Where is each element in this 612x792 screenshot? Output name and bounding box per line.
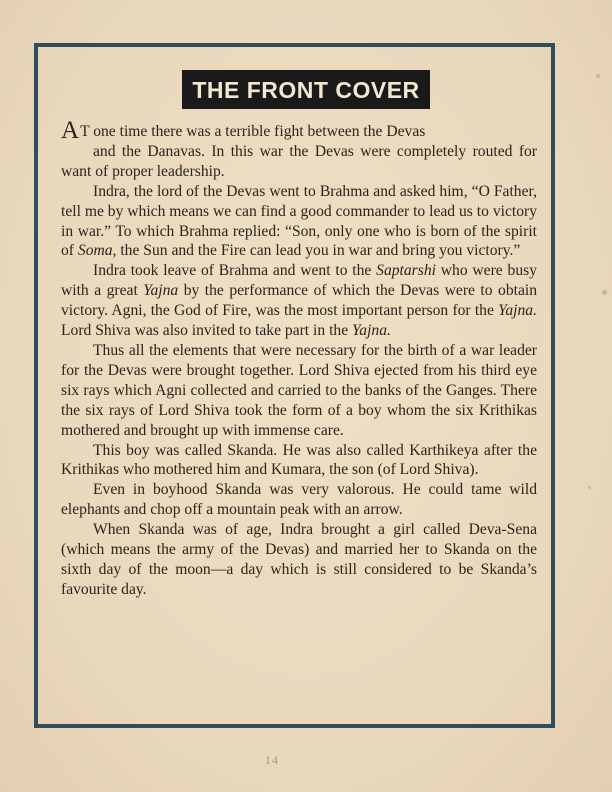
paragraph-3-text-a: Indra took leave of Brahma and went to the bbox=[93, 262, 377, 280]
page-number: 14 bbox=[265, 753, 279, 767]
article-body bbox=[61, 117, 537, 600]
paragraph-2 bbox=[61, 182, 537, 262]
term-soma: Soma bbox=[77, 242, 113, 260]
term-yajna-2: Yajna. bbox=[498, 302, 537, 320]
title-container bbox=[0, 70, 612, 109]
term-saptarshi: Saptarshi bbox=[376, 262, 436, 280]
page-title: THE FRONT COVER bbox=[182, 70, 429, 109]
paragraph-3-text-b: who were busy with a great bbox=[61, 262, 537, 300]
paragraph-3-text-d: Lord Shiva was also invited to take part in the bbox=[61, 322, 353, 340]
paragraph-3 bbox=[61, 261, 537, 341]
term-yajna-1: Yajna bbox=[143, 282, 179, 300]
paragraph-5: This boy was called Skanda. He was also called Karthikeya after the Krithikas who mothered him and Kumara, the son (of Lord Shiva). bbox=[61, 441, 537, 479]
paper-spot bbox=[588, 486, 591, 489]
drop-cap: A bbox=[61, 117, 80, 144]
paragraph-1 bbox=[61, 117, 537, 144]
paper-spot bbox=[602, 290, 607, 295]
paper-spot bbox=[596, 74, 600, 78]
paragraph-1-first-line: T one time there was a terrible fight between the Devas bbox=[80, 123, 426, 140]
paragraph-1-continued: and the Danavas. In this war the Devas were completely routed for want of proper leadership. bbox=[61, 142, 537, 180]
paragraph-4: Thus all the elements that were necessary for the birth of a war leader for the Devas were brought together. Lord Shiva ejected from his third eye six rays which Agni collected and carried to the banks of the Ganges. There the six rays of Lord Shiva took the form of a boy whom the six Krithikas mothered and brought up with immense care. bbox=[61, 341, 537, 439]
term-yajna-3: Yajna. bbox=[352, 322, 391, 340]
paragraph-2-text-a: Indra, the lord of the Devas went to Brahma and asked him, “O Father, tell me by which means we can find a good commander to lead us to victory in war.” To which Brahma replied: “Son, only one who is born of the spirit of bbox=[61, 182, 537, 260]
paragraph-7: When Skanda was of age, Indra brought a girl called Deva-Sena (which means the army of the Devas) and married her to Skanda on the sixth day of the moon—a day which is still considered to be Skanda’s favourite day. bbox=[61, 521, 537, 598]
paragraph-2-text-b: , the Sun and the Fire can lead you in war and bring you victory.” bbox=[112, 242, 521, 260]
paragraph-6: Even in boyhood Skanda was very valorous. He could tame wild elephants and chop off a mountain peak with an arrow. bbox=[61, 481, 537, 519]
paragraph-3-text-c: by the performance of which the Devas were to obtain victory. Agni, the God of Fire, was the most important person for the bbox=[61, 282, 537, 320]
